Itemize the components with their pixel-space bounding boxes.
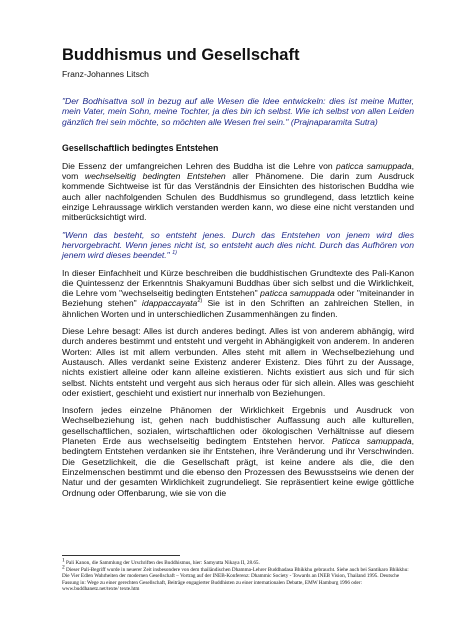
- document-title: Buddhismus und Gesellschaft: [62, 46, 300, 64]
- canon-quote: "Wenn das besteht, so entsteht jenes. Durch das Entstehen von jenem wird dies hervorgebracht. Wenn jenes nicht ist, so entsteht auch dies nicht. Durch das Aufhören von jenem wird dieses beendet." $^{1)}$: [62, 229, 414, 261]
- footnote-ref-1: 1): [172, 250, 177, 257]
- paragraph-4: Insofern jedes einzelne Phänomen der Wirklichkeit Ergebnis und Ausdruck von Wechselbeziehung ist, gehen nach buddhistischer Auffassung auch alle kulturellen, gesellschaftlichen, sozialen, wirtschaftlichen oder ökologischen Verhältnisse auf diesem Planeten Erde aus wechselseitig bedingtem Entstehen hervor. Paticca samuppada, bedingtem Entstehen verdanken sie ihr Entstehen, ihre Veränderung und ihr Verschwinden. Die Gesetzlichkeit, die die Gesellschaft prägt, ist keine andere als die, die den Einzelmenschen bestimmt und die ebenso den Prozessen des Bewusstseins wie denen der Natur und der gesamten Wirklichkeit zugrundeliegt. Sie repräsentiert keine ewige göttliche Ordnung oder Offenbarung, wie sie von die: [62, 405, 414, 498]
- term-paticca-samuppada-3: Paticca samuppada: [331, 436, 412, 447]
- term-paticca-samuppada: paticca samuppada: [336, 160, 412, 171]
- term-paticca-samuppada-2: paticca samuppada: [260, 288, 335, 299]
- paragraph-2: In dieser Einfachheit und Kürze beschreiben die buddhistischen Grundtexte des Pali-Kanon die Quintessenz der Erkenntnis Shakyamuni Buddhas über sich selbst und die Wirklichkeit, die Lehre vom "wechselseitig bedingten Entstehen" paticca samuppada oder "miteinander in Beziehung stehen" idappaccayata$^{2)}$ Sie ist in den Schriften an zahlreichen Stellen, in ähnlichen Worten und in unterschiedlichen Zusammenhängen zu finden.: [62, 267, 414, 319]
- term-wechselseitig: wechselseitig bedingten Entstehen: [84, 171, 226, 182]
- term-idappaccayata: idappaccayata: [141, 298, 198, 309]
- footnotes: [62, 555, 414, 593]
- footnote-ref-2: 2): [197, 298, 203, 305]
- paragraph-1: Die Essenz der umfangreichen Lehren des Buddha ist die Lehre von paticca samuppada, vom wechselseitig bedingten Entstehen aller Phänomene. Die darin zum Ausdruck kommende Sichtweise ist für das Verständnis der Einsichten des historischen Buddha wie auch aller nachfolgenden Schulen des Buddhismus so grundlegend, dass letztlich keine einzige Lehraussage wirklich verstanden werden kann, wo diese eine nicht verstanden und mitberücksichtigt wird.: [62, 160, 415, 223]
- footnote-divider: [62, 555, 180, 556]
- epigraph-source: (Prajnaparamita Sutra): [290, 116, 378, 127]
- section-heading: Gesellschaftlich bedingtes Entstehen: [62, 142, 219, 153]
- footnote-1: $^1$ Pali Kanon, die Sammlung der Urschriften des Buddhismus, hier: Samyutta Nikaya II, 28.65.: [62, 557, 260, 566]
- paragraph-3: Diese Lehre besagt: Alles ist durch anderes bedingt. Alles ist von anderem abhängig, wird durch anderes bestimmt und entsteht und vergeht in Abhängigkeit von anderem. In anderen Worten: Alles ist mit allem verbunden. Alles steht mit allem in Wechselbeziehung und Austausch. Alles verdankt seine Existenz anderer Existenz. Dies führt zu der Aussage, nichts existiert alleine oder kann alleine existieren. Nichts existiert aus sich und für sich selbst. Nichts entsteht und vergeht aus sich heraus oder für sich allein. Alles was geschieht oder existiert, geschieht und existiert nur innerhalb von Beziehungen.: [62, 326, 414, 398]
- epigraph-text: "Der Bodhisattva soll in bezug auf alle Wesen die Idee entwickeln: dies ist meine Mutter, mein Vater, mein Sohn, meine Tochter, ja dies bin ich selbst. Wie ich selbst von allen Leiden gänzlich frei sein möchte, so möchten alle Wesen frei sein.": [62, 96, 414, 127]
- author-name: Franz-Johannes Litsch: [62, 69, 149, 79]
- footnote-2: $^2$ Dieser Pali-Begriff wurde in neuerer Zeit insbesondere von dem thailändischen Dhamma-Lehrer Buddhadasa Bhikkhu gebraucht. Siehe auch bei Santikaro Bhikkhu: Die Vier Edlen Wahrheiten der modernen Gesellschaft – Vortrag auf der INEB-Konferenz: Dhammic Society - Towards an INEB Vision, Thailand 1995. Deutsche Fassung in: Wege zu einer gerechten Gesellschaft, Beiträge engagierter Buddhisten zu einer internationalen Debatte, EMW Hamburg 1996 oder: www.buddhanetz.net/texte/ texte.htm: [62, 563, 409, 593]
- document-body: [62, 45, 414, 498]
- epigraph: [62, 96, 414, 127]
